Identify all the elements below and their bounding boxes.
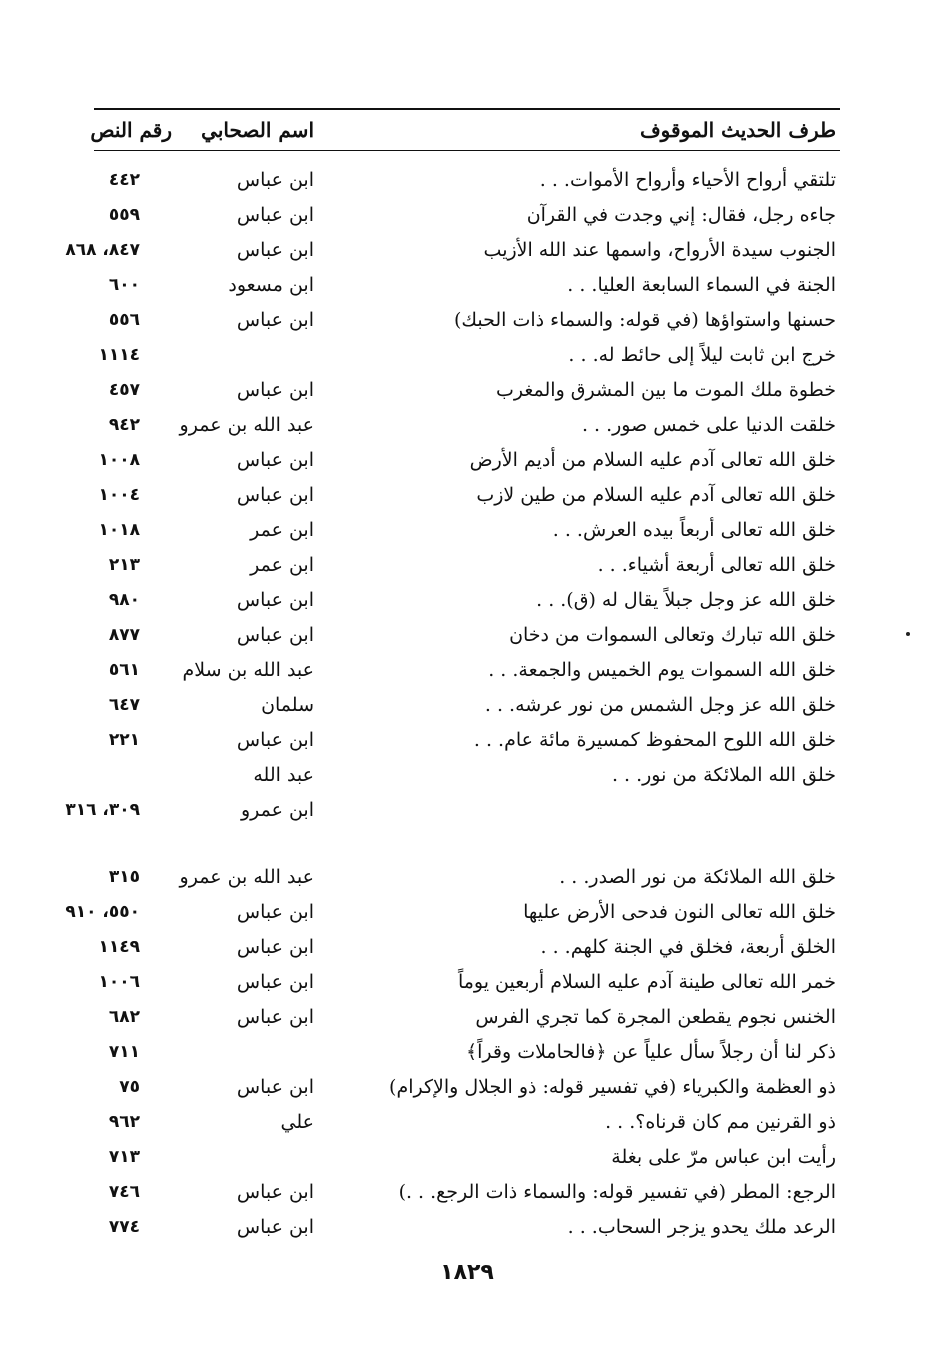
text-number-cell: ١٠٠٦: [98, 972, 140, 992]
hadith-text-cell: خلق الله تعالى آدم عليه السلام من طين لازب: [476, 484, 836, 506]
table-row: [0, 862, 934, 894]
hadith-text-cell: جاءه رجل، فقال: إني وجدت في القرآن: [526, 204, 836, 226]
text-number-cell: ٩٦٢: [108, 1112, 140, 1132]
header-hadith-text: طرف الحديث الموقوف: [639, 118, 836, 142]
hadith-text-cell: خلق الله تعالى النون فدحى الأرض عليها: [523, 901, 836, 923]
text-number-cell: ٧٤٦: [108, 1182, 140, 1202]
hadith-text-cell: خلق الله عز وجل الشمس من نور عرشه. . .: [484, 694, 836, 716]
text-number-cell: ٩٨٠: [108, 590, 140, 610]
hadith-text-cell: خلق الله اللوح المحفوظ كمسيرة مائة عام. . .: [473, 729, 836, 751]
margin-dot: [906, 632, 910, 636]
hadith-text-cell: حسنها واستواؤها (في قوله: والسماء ذات الحبك): [453, 309, 836, 331]
companion-name-cell: ابن عباس: [236, 484, 314, 506]
header-text-number: رقم النص: [90, 118, 172, 142]
header-companion-name: اسم الصحابي: [201, 118, 314, 142]
hadith-text-cell: خلق الله السموات يوم الخميس والجمعة. . .: [488, 659, 836, 681]
text-number-cell: ٢٢١: [108, 730, 140, 750]
companion-name-cell: ابن عباس: [236, 971, 314, 993]
text-number-cell: ٣١٥: [108, 867, 140, 887]
table-row: [0, 480, 934, 512]
text-number-cell: ٣٠٩، ٣١٦: [65, 800, 140, 820]
companion-name-cell: ابن عباس: [236, 1216, 314, 1238]
hadith-text-cell: الخنس نجوم يقطعن المجرة كما تجري الفرس: [475, 1006, 836, 1028]
companion-name-cell: ابن عمر: [250, 519, 314, 541]
table-row: [0, 932, 934, 964]
hadith-text-cell: الرعد ملك يحدو يزجر السحاب. . .: [567, 1216, 836, 1238]
table-row: [0, 585, 934, 617]
table-row: [0, 1037, 934, 1069]
companion-name-cell: ابن عباس: [236, 589, 314, 611]
hadith-text-cell: خلقت الدنيا على خمس صور. . .: [581, 414, 836, 436]
companion-name-cell: ابن عباس: [236, 169, 314, 191]
companion-name-cell: ابن عباس: [236, 449, 314, 471]
companion-name-cell: ابن عباس: [236, 1076, 314, 1098]
hadith-text-cell: الجنة في السماء السابعة العليا. . .: [567, 274, 836, 296]
text-number-cell: ١١١٤: [98, 345, 140, 365]
text-number-cell: ٧١٣: [108, 1147, 140, 1167]
table-row: [0, 445, 934, 477]
table-row: [0, 200, 934, 232]
companion-name-cell: ابن عباس: [236, 309, 314, 331]
text-number-cell: ٤٤٢: [108, 170, 140, 190]
text-number-cell: ٥٥٠، ٩١٠: [65, 902, 140, 922]
table-row: [0, 1002, 934, 1034]
text-number-cell: ١٠٠٨: [98, 450, 140, 470]
text-number-cell: ٥٥٩: [108, 205, 140, 225]
text-number-cell: ٥٦١: [108, 660, 140, 680]
table-row: [0, 410, 934, 442]
companion-name-cell: ابن عباس: [236, 1006, 314, 1028]
hadith-text-cell: الجنوب سيدة الأرواح، واسمها عند الله الأزيب: [483, 239, 836, 261]
companion-name-cell: سلمان: [261, 694, 314, 716]
text-number-cell: ٨٧٧: [108, 625, 140, 645]
companion-name-cell: ابن عباس: [236, 204, 314, 226]
hadith-text-cell: خمر الله تعالى طينة آدم عليه السلام أربعين يوماً: [457, 971, 836, 993]
hadith-text-cell: خرج ابن ثابت ليلاً إلى حائط له. . .: [568, 344, 836, 366]
companion-name-cell: ابن عباس: [236, 379, 314, 401]
table-row: [0, 620, 934, 652]
text-number-cell: ٦٤٧: [108, 695, 140, 715]
hadith-text-cell: ذو العظمة والكبرياء (في تفسير قوله: ذو الجلال والإكرام): [389, 1076, 836, 1098]
companion-name-cell: ابن عباس: [236, 936, 314, 958]
text-number-cell: ٦٨٢: [108, 1007, 140, 1027]
text-number-cell: ١١٤٩: [98, 937, 140, 957]
companion-name-cell: ابن عباس: [236, 729, 314, 751]
table-row: [0, 515, 934, 547]
text-number-cell: ٧٧٤: [108, 1217, 140, 1237]
companion-name-cell: ابن عباس: [236, 1181, 314, 1203]
table-row: [0, 340, 934, 372]
table-row: [0, 795, 934, 827]
hadith-text-cell: خلق الله تعالى آدم عليه السلام من أديم الأرض: [469, 449, 836, 471]
text-number-cell: ١٠١٨: [98, 520, 140, 540]
hadith-text-cell: خطوة ملك الموت ما بين المشرق والمغرب: [495, 379, 836, 401]
companion-name-cell: عبد الله بن عمرو: [179, 414, 314, 436]
text-number-cell: ٧١١: [108, 1042, 140, 1062]
table-row: [0, 1212, 934, 1244]
page-number: ١٨٢٩: [440, 1260, 494, 1285]
companion-name-cell: ابن مسعود: [228, 274, 314, 296]
text-number-cell: ٦٠٠: [108, 275, 140, 295]
text-number-cell: ٢١٣: [108, 555, 140, 575]
table-row: [0, 305, 934, 337]
table-row: [0, 897, 934, 929]
companion-name-cell: عبد الله بن سلام: [182, 659, 314, 681]
table-row: [0, 760, 934, 792]
companion-name-cell: ابن عباس: [236, 624, 314, 646]
hadith-text-cell: خلق الله عز وجل جبلاً يقال له (ق). . .: [536, 589, 836, 611]
table-row: [0, 1177, 934, 1209]
text-number-cell: ٧٥: [119, 1077, 140, 1097]
text-number-cell: ٥٥٦: [108, 310, 140, 330]
hadith-text-cell: خلق الله الملائكة من نور الصدر. . .: [559, 866, 836, 888]
text-number-cell: ٤٥٧: [108, 380, 140, 400]
companion-name-cell: عبد الله: [253, 764, 314, 786]
table-row: [0, 235, 934, 267]
table-row: [0, 270, 934, 302]
table-row: [0, 690, 934, 722]
table-row: [0, 1142, 934, 1174]
table-row: [0, 375, 934, 407]
table-row: [0, 967, 934, 999]
hadith-text-cell: ذو القرنين مم كان قرناه؟. . .: [605, 1111, 836, 1133]
companion-name-cell: ابن عمر: [250, 554, 314, 576]
table-row: [0, 655, 934, 687]
hadith-text-cell: خلق الله الملائكة من نور. . .: [611, 764, 836, 786]
hadith-text-cell: خلق الله تبارك وتعالى السموات من دخان: [509, 624, 836, 646]
table-row: [0, 550, 934, 582]
text-number-cell: ٨٤٧، ٨٦٨: [65, 240, 140, 260]
companion-name-cell: ابن عمرو: [240, 799, 314, 821]
table-row: [0, 165, 934, 197]
hadith-text-cell: تلتقي أرواح الأحياء وأرواح الأموات. . .: [539, 169, 836, 191]
companion-name-cell: ابن عباس: [236, 239, 314, 261]
table-row: [0, 725, 934, 757]
text-number-cell: ٩٤٢: [108, 415, 140, 435]
header-top-rule: [94, 108, 840, 110]
table-row: [0, 1072, 934, 1104]
header-bottom-rule: [94, 150, 840, 151]
companion-name-cell: ابن عباس: [236, 901, 314, 923]
hadith-text-cell: الرجع: المطر (في تفسير قوله: والسماء ذات الرجع. . .): [398, 1181, 836, 1203]
companion-name-cell: علي: [280, 1111, 314, 1133]
hadith-text-cell: الخلق أربعة، فخلق في الجنة كلهم. . .: [540, 936, 836, 958]
hadith-text-cell: خلق الله تعالى أربعة أشياء. . .: [597, 554, 836, 576]
text-number-cell: ١٠٠٤: [98, 485, 140, 505]
hadith-text-cell: خلق الله تعالى أربعاً بيده العرش. . .: [552, 519, 836, 541]
companion-name-cell: عبد الله بن عمرو: [179, 866, 314, 888]
hadith-text-cell: رأيت ابن عباس مرّ على بغلة: [611, 1146, 836, 1168]
table-row: [0, 1107, 934, 1139]
hadith-text-cell: ذكر لنا أن رجلاً سأل علياً عن ﴿فالحاملات وقراً﴾: [466, 1041, 836, 1063]
